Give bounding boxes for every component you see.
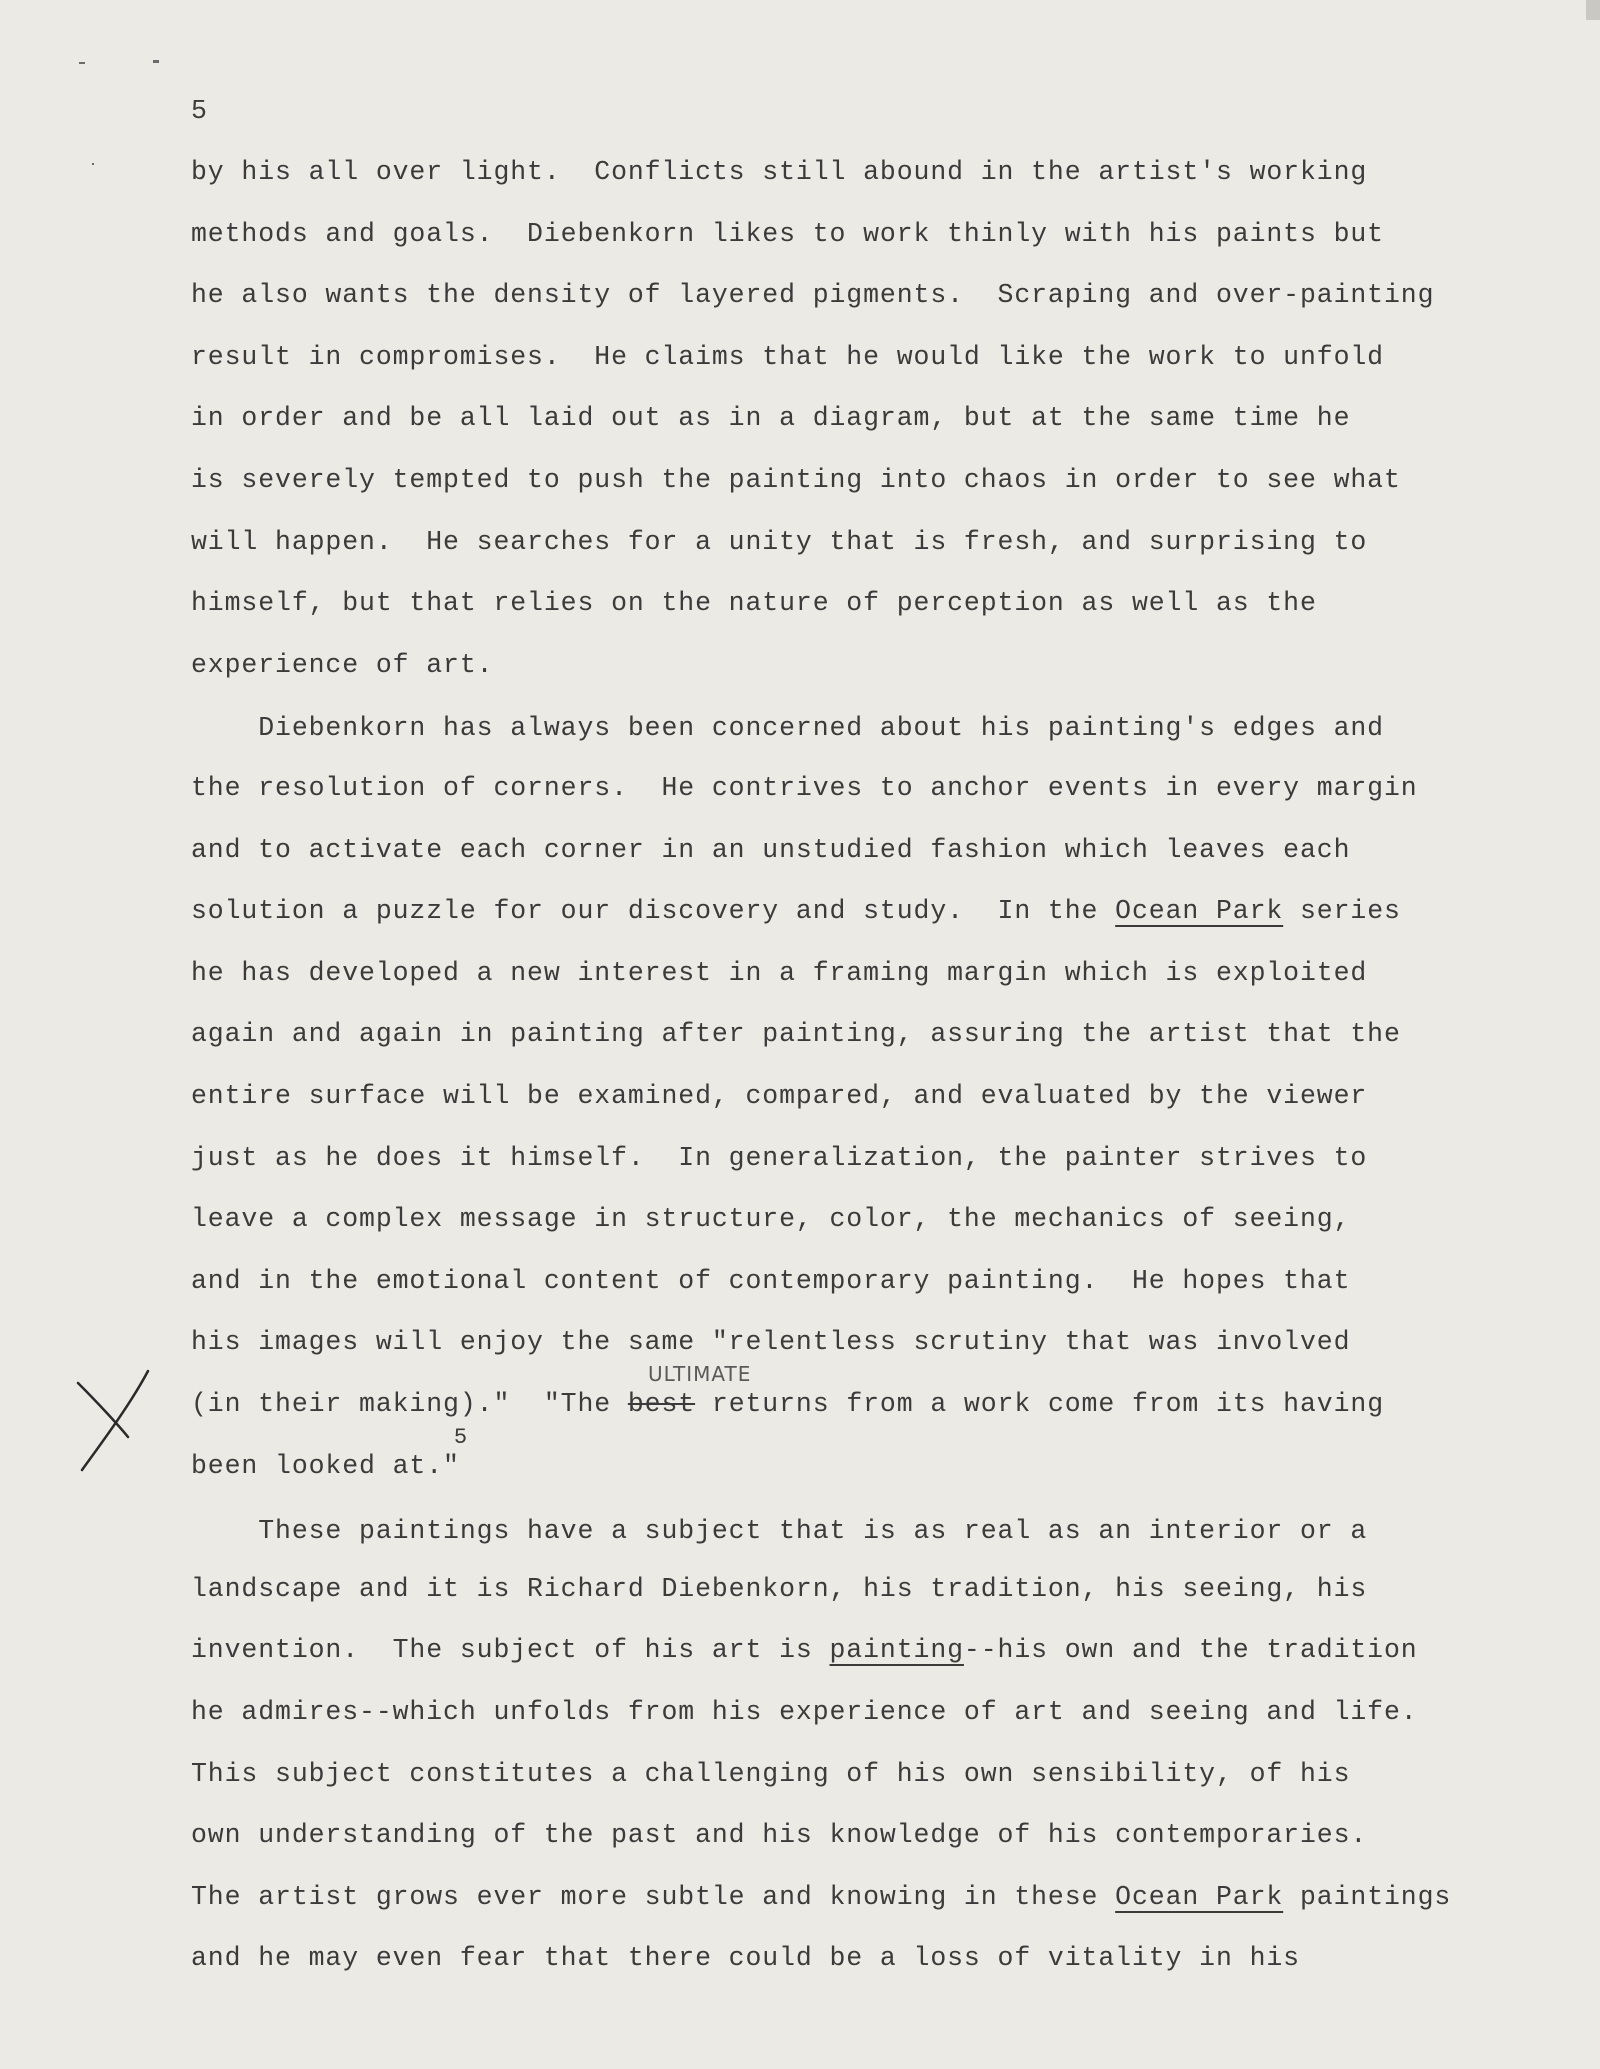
underlined-title: Ocean Park bbox=[1115, 1881, 1284, 1912]
text-line bbox=[191, 342, 1384, 372]
underlined-title: painting bbox=[829, 1635, 964, 1666]
text-run: and to activate each corner in an unstudied fashion which leaves each bbox=[191, 834, 1351, 865]
text-line bbox=[191, 1019, 1401, 1049]
text-run: methods and goals. Diebenkorn likes to work thinly with his paints but bbox=[191, 218, 1384, 249]
text-line bbox=[191, 1204, 1350, 1234]
text-run: landscape and it is Richard Diebenkorn, his tradition, his seeing, his bbox=[191, 1573, 1368, 1604]
text-run: This subject constitutes a challenging of his own sensibility, of his bbox=[191, 1758, 1351, 1789]
text-run: and he may even fear that there could be a loss of vitality in his bbox=[191, 1943, 1300, 1974]
text-line bbox=[191, 773, 1418, 803]
text-run: he admires--which unfolds from his experience of art and seeing and life. bbox=[191, 1697, 1418, 1727]
text-run: (in their making)." "The bbox=[191, 1389, 628, 1419]
text-run: is severely tempted to push the painting into chaos in order to see what bbox=[191, 465, 1401, 495]
text-run: invention. The subject of his art is bbox=[191, 1635, 830, 1666]
page-number: 5 bbox=[191, 96, 208, 126]
text-line bbox=[191, 1759, 1350, 1789]
text-run: The artist grows ever more subtle and knowing in these bbox=[191, 1881, 1116, 1912]
text-line bbox=[191, 280, 1434, 310]
text-line bbox=[191, 527, 1367, 557]
text-run: own understanding of the past and his knowledge of his contemporaries. bbox=[191, 1820, 1368, 1851]
text-line bbox=[191, 1424, 468, 1481]
text-run: he has developed a new interest in a framing margin which is exploited bbox=[191, 957, 1368, 988]
text-run: entire surface will be examined, compared, and evaluated by the viewer bbox=[191, 1081, 1368, 1111]
text-run: again and again in painting after painting, assuring the artist that the bbox=[191, 1019, 1401, 1050]
text-run: in order and be all laid out as in a diagram, but at the same time he bbox=[191, 403, 1351, 434]
handwritten-insert: ULTIMATE bbox=[648, 1362, 752, 1386]
text-line bbox=[191, 1389, 1384, 1419]
text-run: himself, but that relies on the nature of perception as well as the bbox=[191, 588, 1317, 619]
text-line bbox=[191, 1327, 1350, 1357]
paper-fleck bbox=[79, 62, 85, 64]
text-line bbox=[191, 465, 1401, 495]
text-run: experience of art. bbox=[191, 649, 494, 680]
text-line bbox=[191, 650, 493, 680]
text-line bbox=[191, 713, 1384, 743]
text-line bbox=[191, 1081, 1367, 1111]
text-line bbox=[191, 1143, 1367, 1173]
text-line bbox=[191, 157, 1367, 187]
text-run: --his own and the tradition bbox=[963, 1635, 1418, 1666]
text-run: by his all over light. Conflicts still abound in the artist's working bbox=[191, 157, 1368, 187]
text-line bbox=[191, 219, 1384, 249]
text-run: leave a complex message in structure, color, the mechanics of seeing, bbox=[191, 1204, 1351, 1235]
underlined-title: Ocean Park bbox=[1115, 896, 1284, 927]
text-run: returns from a work come from its having bbox=[695, 1389, 1384, 1419]
text-run: just as he does it himself. In generalization, the painter strives to bbox=[191, 1142, 1368, 1173]
text-line bbox=[191, 958, 1367, 988]
text-run: solution a puzzle for our discovery and study. In the bbox=[191, 896, 1116, 927]
text-run: and in the emotional content of contemporary painting. He hopes that bbox=[191, 1265, 1351, 1296]
text-line bbox=[191, 1266, 1350, 1296]
text-line bbox=[191, 1943, 1300, 1973]
paper-fleck bbox=[153, 60, 159, 63]
text-run: These paintings have a subject that is as real as an interior or a bbox=[191, 1516, 1368, 1547]
text-run: series bbox=[1283, 896, 1401, 927]
text-line bbox=[191, 588, 1317, 618]
text-run: will happen. He searches for a unity that is fresh, and surprising to bbox=[191, 526, 1368, 557]
text-run: been looked at." bbox=[191, 1450, 460, 1481]
text-line bbox=[191, 1882, 1451, 1912]
text-line bbox=[191, 1697, 1418, 1727]
struck-word: best bbox=[627, 1389, 696, 1419]
page-edge-shadow bbox=[1586, 0, 1600, 20]
text-line bbox=[191, 1516, 1367, 1546]
footnote-marker: 5 bbox=[453, 1424, 468, 1450]
text-line bbox=[191, 1574, 1367, 1604]
paper-fleck bbox=[92, 163, 94, 165]
text-line bbox=[191, 1635, 1418, 1665]
text-run: he also wants the density of layered pigments. Scraping and over-painting bbox=[191, 280, 1435, 311]
text-run: paintings bbox=[1283, 1881, 1452, 1912]
text-run: result in compromises. He claims that he would like the work to unfold bbox=[191, 341, 1384, 372]
text-run: Diebenkorn has always been concerned about his painting's edges and bbox=[191, 713, 1384, 744]
margin-x-mark bbox=[70, 1365, 160, 1475]
text-line bbox=[191, 896, 1401, 926]
text-run: his images will enjoy the same "relentless scrutiny that was involved bbox=[191, 1327, 1351, 1358]
text-line bbox=[191, 835, 1350, 865]
text-run: the resolution of corners. He contrives to anchor events in every margin bbox=[191, 773, 1418, 803]
text-line bbox=[191, 403, 1350, 433]
text-line bbox=[191, 1820, 1367, 1850]
